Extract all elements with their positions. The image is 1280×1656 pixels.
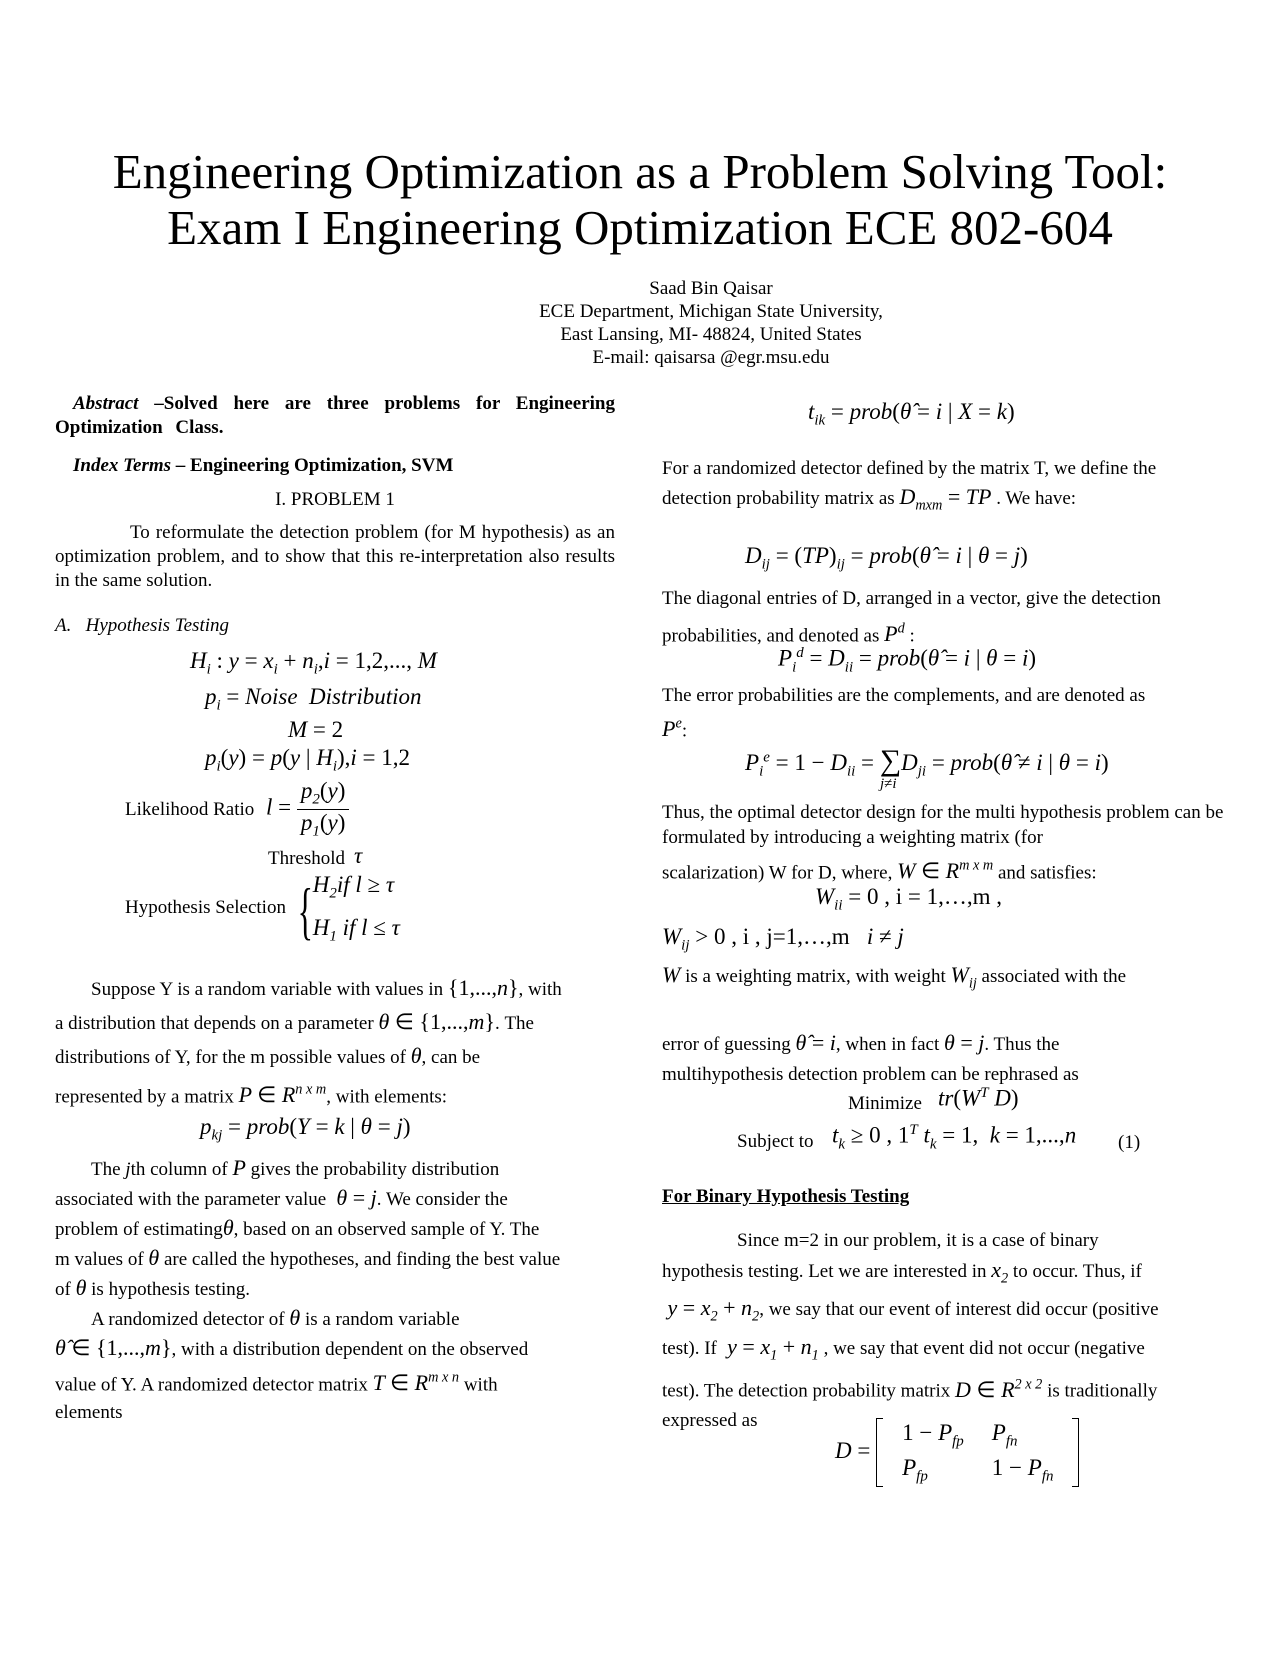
subject-label: Subject to: [737, 1131, 814, 1152]
eq-minimize: $tr(W^T$ D): [938, 1085, 1019, 1111]
binary-heading: For Binary Hypothesis Testing: [662, 1186, 910, 1207]
author-address: East Lansing, MI- 48824, United States: [560, 324, 862, 345]
selection-label: Hypothesis Selection: [125, 897, 286, 918]
eq-pe: $P_i^e = 1 - D_{ii} = \sum D_{ji}$ = prob(θ̂ ≠ i | θ = i): [745, 744, 1109, 780]
para-optimal: Thus, the optimal detector design for the multi hypothesis problem can be formulated by introducing a weighting matrix (for: [662, 802, 1224, 848]
eq-pe-index: j≠i: [880, 776, 897, 792]
minimize-label: Minimize: [848, 1093, 922, 1114]
eq-tik: $t_{ik}$ = prob(θ̂ = i | X = k): [808, 399, 1015, 429]
likelihood-label: Likelihood Ratio: [125, 799, 255, 820]
eq-subject: $t_k \ge 0$ , $1^T$ $t_k = 1$, k = 1,...,n: [832, 1122, 1077, 1153]
section-intro: To reformulate the detection problem (for M hypothesis) as an optimization problem, and to show that this re-interpretation also results in the same solution.: [55, 522, 615, 591]
author-name: Saad Bin Qaisar: [649, 278, 773, 299]
eq-likelihood: l = $\frac{p_2(y)}{p_1(y)}$: [266, 778, 349, 840]
eq-pd: $P_i^d = D_{ii}$ = prob(θ̂ = i | θ = i): [778, 645, 1037, 676]
eq-noise: $p_i$ = Noise Distribution: [205, 684, 422, 714]
para-weight: W is a weighting matrix, with weight $W_{ij}$ associated with the error of guessing θ̂ = i, when in fact θ = j. Thus the multihypothesis detection problem can be rephrased as: [662, 962, 1127, 1086]
para-definition: For a randomized detector defined by the matrix T, we define the detection probability matrix as $D_{mxm}$ = TP . We have:: [662, 458, 1157, 514]
eq-wii: $W_{ii} = 0$ , i = 1,…,m ,: [815, 884, 1002, 914]
para-binary: Since m=2 in our problem, it is a case of binary hypothesis testing. Let we are interested in $x_2$ to occur. Thus, if $y = x_2 + n_2$, we say that our event of interest did occur (positive test). If $y = x_1 + n_1$ , we say that event did not occur (negative test). The detection probability matrix D ∈ $R^{2 x 2}$ is traditionally expressed as: [662, 1230, 1159, 1431]
eq-m: M = 2: [288, 717, 344, 742]
eq-hypothesis: $H_i$ : $y = x_i + n_i,i = 1,2$,..., M: [190, 648, 437, 678]
abstract-label: Abstract: [73, 393, 139, 414]
threshold-label: Threshold: [268, 848, 346, 869]
abstract-text: –Solved here are three problems for Engineering Optimization Class.: [55, 393, 615, 438]
eq-wij: $W_{ij} > 0$ , i , j=1,…,m i ≠ j: [662, 924, 904, 954]
subsection-heading: A. Hypothesis Testing: [55, 615, 229, 636]
para-optimal-2: scalarization) W for D, where, W ∈ $R^{m x m}$ and satisfies:: [662, 858, 1097, 884]
para-error: The error probabilities are the complements, and are denoted as $P^e$:: [662, 685, 1146, 742]
paper-title-line-2: Exam I Engineering Optimization ECE 802-604: [167, 200, 1113, 255]
index-terms-label: Index Terms: [73, 455, 172, 476]
equation-number: (1): [1118, 1132, 1141, 1153]
index-terms: [73, 454, 453, 478]
index-terms-text: – Engineering Optimization, SVM: [171, 455, 454, 476]
para-diagonal: The diagonal entries of D, arranged in a vector, give the detection probabilities, and denoted as $P^d$ :: [662, 588, 1161, 647]
eq-pdf: $p_i(y) = p(y$ | $H_i),i = 1,2$: [205, 745, 411, 775]
author-email: E-mail: qaisarsa @egr.msu.edu: [592, 347, 830, 368]
eq-binary-matrix: D = $1 - P_{fp}$ $P_{fn}$ $P_{fp}$ $1 - P_{fn}$: [835, 1418, 1079, 1487]
section-heading: I. PROBLEM 1: [275, 489, 395, 510]
eq-tau: τ: [354, 843, 363, 868]
eq-pkj: $p_{kj}$ = prob(Y = k | θ = j): [200, 1114, 411, 1144]
eq-dij: $D_{ij} = (TP)_{ij}$ = prob(θ̂ = i | θ = j): [745, 543, 1028, 573]
para-suppose: Suppose Y is a random variable with values in {1,...,n}, with a distribution that depends on a parameter θ ∈ {1,...,m}. The distributions of Y, for the m possible values of θ, can be represented by a matrix P ∈ $R^{n x m}$, with elements:: [55, 975, 562, 1108]
author-affiliation: ECE Department, Michigan State University,: [539, 301, 883, 322]
eq-selection: {$H_2if$ l ≥ τ $H_1$ if l ≤ τ: [297, 872, 400, 946]
paper-title-line-1: Engineering Optimization as a Problem Solving Tool:: [112, 144, 1168, 199]
abstract: [55, 392, 615, 440]
para-column: The jth column of P gives the probability distribution associated with the parameter value θ = j. We consider the problem of estimatingθ, based on an observed sample of Y. The m values of θ are called the hypotheses, and finding the best value of θ is hypothesis testing. A randomized detector of θ is a random variable θ̂ ∈ {1,...,m}, with a distribution dependent on the observed value of Y. A randomized detector matrix T ∈ $R^{m x n}$ with elements: [55, 1155, 561, 1424]
